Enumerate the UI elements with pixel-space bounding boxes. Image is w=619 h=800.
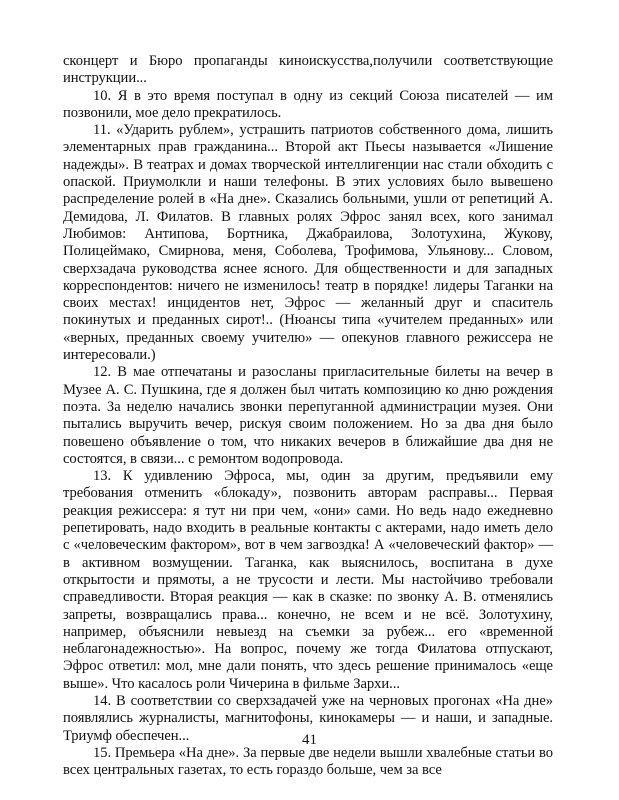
page-number: 41 (302, 732, 317, 748)
paragraph-14: 14. В соответствии со сверхзадачей уже на черновых прогонах «На дне» появлялись журналисты, магнитофоны, кинокамеры — и наши, и западные. Триумф обеспечен... (63, 692, 553, 744)
paragraph-11: 11. «Ударить рублем», устрашить патриотов собственного дома, лишить элементарных прав гражданина... Второй акт Пьесы называется «Лишение надежды». В театрах и домах творческой интеллигенции нас стали обходить с опаской. Приумолкли и наши телефоны. В этих условиях было вывешено распределение ролей в «На дне». Сказались больными, ушли от репетиций А. Демидова, Л. Филатов. В главных ролях Эфрос занял всех, кого занимал Любимов: Антипова, Бортника, Джабраилова, Золотухина, Жукову, Полицеймако, Смирнова, меня, Соболева, Трофимова, Ульянову... Словом, сверхзадача руководства яснее ясного. Для общественности и для западных корреспондентов: ничего не изменилось! театр в порядке! лидеры Таганки на своих местах! инцидентов нет, Эфрос — желанный друг и спаситель покинутых и преданных сирот!.. (Нюансы типа «учителем преданных» или «верных, преданных своему учителю» — опекунов главного режиссера не интересовали.) (63, 122, 553, 364)
paragraph-15: 15. Премьера «На дне». За первые две недели вышли хвалебные статьи во всех центральных газетах, то есть гораздо больше, чем за все (63, 744, 553, 779)
paragraph-continuation: сконцерт и Бюро пропаганды киноискусства,получили соответствующие инструкции... (63, 53, 553, 87)
page-body (63, 53, 553, 779)
paragraph-13: 13. К удивлению Эфроса, мы, один за другим, предъявили ему требования отменить «блокаду», позвонить авторам расправы... Первая реакция режиссера: я тут ни при чем, «они» сами. Но ведь надо ежедневно репетировать, надо входить в реальные контакты с актерами, надо иметь дело с «человеческим фактором», вот в чем загвоздка! А «человеческий фактор» — в активном возмущении. Таганка, как выяснилось, воспитана в духе открытости и прямоты, а не трусости и лести. Мы настойчиво требовали справедливости. Вторая реакция — как в сказке: по звонку А. В. отменялись запреты, возвращались права... конечно, не всем и не всё. Золотухину, например, объяснили невыезд на съемки за рубеж... его «временной неблагонадежностью». На вопрос, почему же тогда Филатова отпускают, Эфрос ответил: мол, мне дали понять, что здесь решение принималось «еще выше». Что касалось роли Чичерина в фильме Зархи... (63, 468, 553, 692)
paragraph-10: 10. Я в это время поступал в одну из секций Союза писателей — им позвонили, мое дело прекратилось. (63, 87, 553, 121)
paragraph-12: 12. В мае отпечатаны и разосланы пригласительные билеты на вечер в Музее А. С. Пушкина, где я должен был читать композицию ко дню рождения поэта. За неделю начались звонки перепуганной администрации музея. Они пытались выручить вечер, рискуя своим положением. Но за два дня было повешено объявление о том, что никаких вечеров в ближайшие два дня не состоятся, в связи... с ремонтом водопровода. (63, 364, 553, 467)
